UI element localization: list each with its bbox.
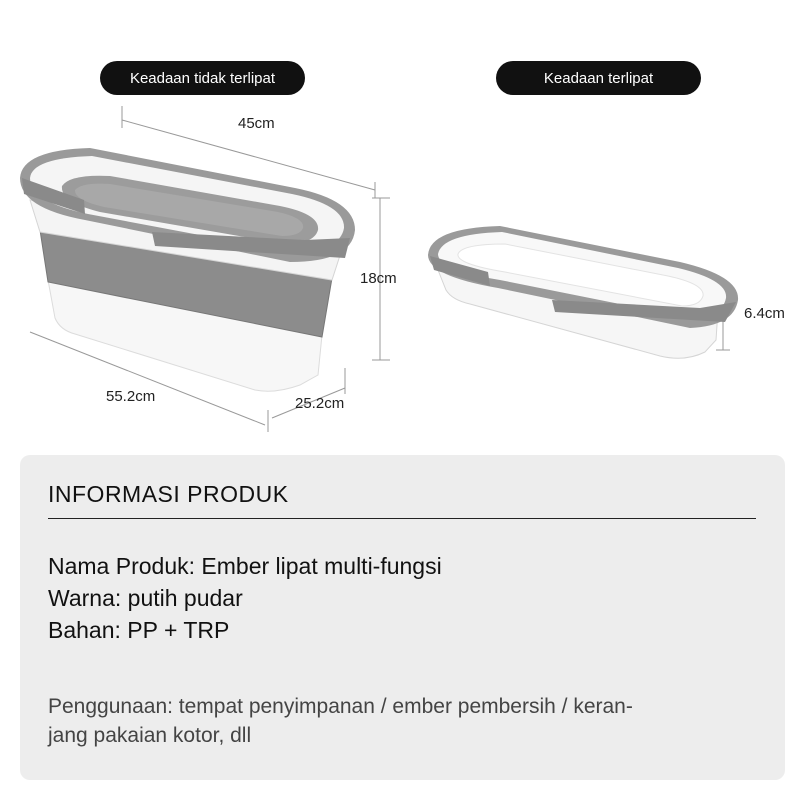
product-info-title: INFORMASI PRODUK [48, 481, 289, 507]
dimension-width: 25.2cm [295, 395, 345, 412]
dimension-height: 18cm [360, 270, 397, 287]
dimension-bottom-length: 55.2cm [106, 388, 156, 405]
product-usage-line-1: Penggunaan: tempat penyimpanan / ember pembersih / keran- [48, 695, 633, 718]
product-usage-line-2: jang pakaian kotor, dll [48, 724, 252, 747]
dimension-top-length: 45cm [238, 115, 275, 132]
folded-state-text: Keadaan terlipat [543, 69, 654, 87]
product-usage [48, 692, 748, 750]
title-divider [48, 518, 756, 519]
unfolded-state-text: Keadaan tidak terlipat [129, 69, 276, 87]
product-info-panel [20, 455, 785, 780]
dimension-folded-height: 6.4cm [744, 305, 785, 322]
product-material: Bahan: PP + TRP [48, 617, 230, 643]
folded-bucket [428, 226, 738, 358]
unfolded-bucket [20, 148, 355, 391]
product-name: Nama Produk: Ember lipat multi-fungsi [48, 553, 442, 579]
product-color: Warna: putih pudar [48, 585, 243, 611]
